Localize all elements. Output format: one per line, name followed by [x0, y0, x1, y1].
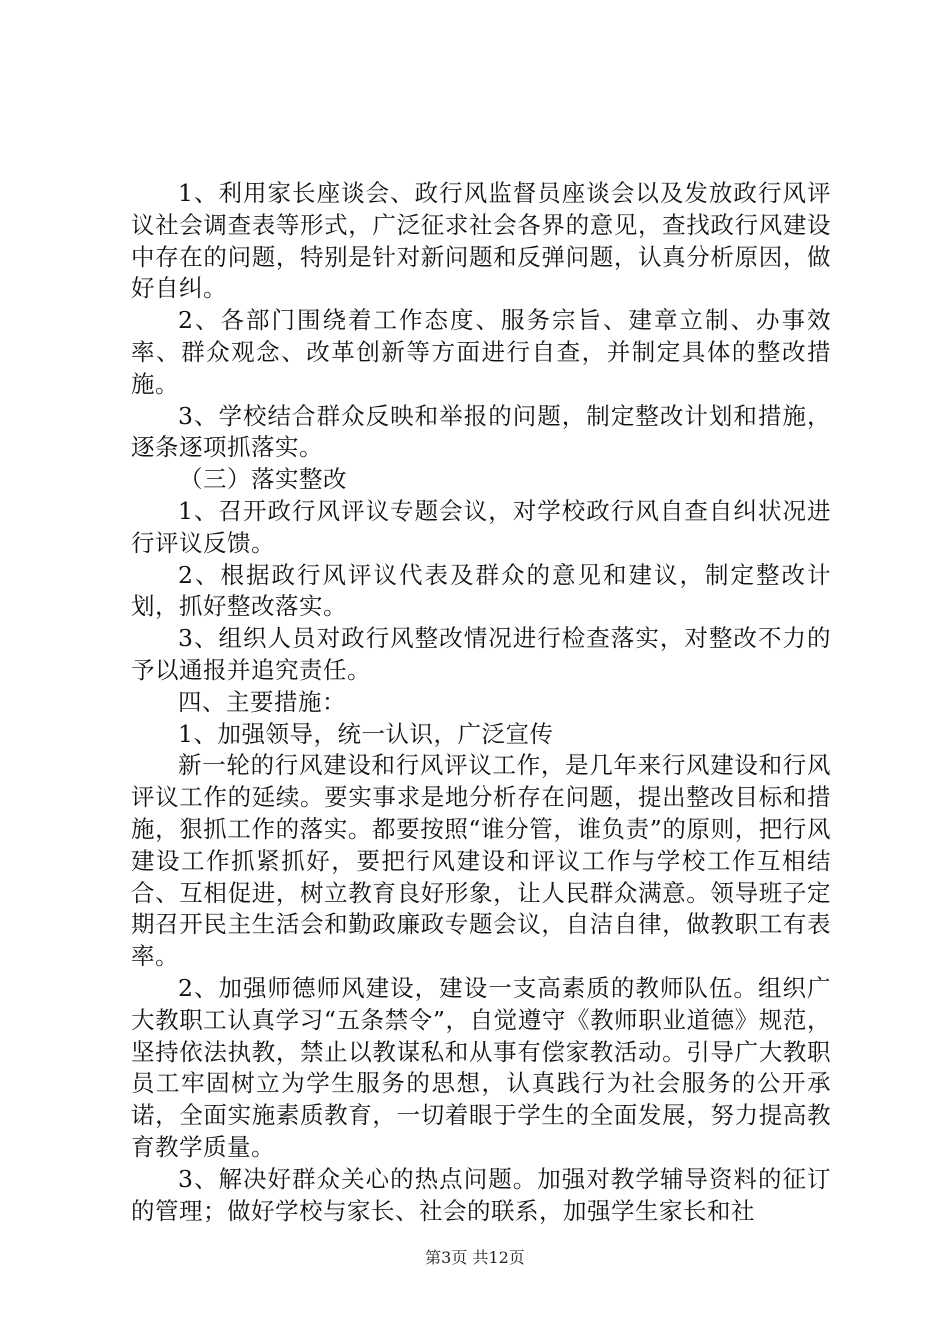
paragraph: 新一轮的行风建设和行风评议工作，是几年来行风建设和行风评议工作的延续。要实事求是地分析存在问题，提出整改目标和措施，狠抓工作的落实。都要按照“谁分管，谁负责”的原则，把行风建设工作抓紧抓好，要把行风建设和评议工作与学校工作互相结合、互相促进，树立教育良好形象，让人民群众满意。领导班子定期召开民主生活会和勤政廉政专题会议，自洁自律，做教职工有表率。 [131, 751, 831, 971]
document-body [131, 178, 831, 1227]
paragraph: 3、组织人员对政行风整改情况进行检查落实，对整改不力的予以通报并追究责任。 [131, 624, 831, 684]
paragraph: 2、加强师德师风建设，建设一支高素质的教师队伍。组织广大教职工认真学习“五条禁令”，自觉遵守《教师职业道德》规范，坚持依法执教，禁止以教谋私和从事有偿家教活动。引导广大教职员工牢固树立为学生服务的思想，认真践行为社会服务的公开承诺，全面实施素质教育，一切着眼于学生的全面发展，努力提高教育教学质量。 [131, 973, 831, 1161]
paragraph: 2、各部门围绕着工作态度、服务宗旨、建章立制、办事效率、群众观念、改革创新等方面进行自查，并制定具体的整改措施。 [131, 306, 831, 398]
paragraph: 1、利用家长座谈会、政行风监督员座谈会以及发放政行风评议社会调查表等形式，广泛征求社会各界的意见，查找政行风建设中存在的问题，特别是针对新问题和反弹问题，认真分析原因，做好自纠。 [131, 179, 831, 303]
section-heading: （三）落实整改 [179, 465, 347, 494]
paragraph: 3、学校结合群众反映和举报的问题，制定整改计划和措施，逐条逐项抓落实。 [131, 401, 831, 462]
page-number-footer: 第3页 共12页 [425, 1248, 525, 1267]
subsection-heading: 1、加强领导，统一认识，广泛宣传 [178, 719, 554, 748]
paragraph: 2、根据政行风评议代表及群众的意见和建议，制定整改计划，抓好整改落实。 [131, 560, 831, 621]
paragraph: 3、解决好群众关心的热点问题。加强对教学辅导资料的征订的管理；做好学校与家长、社会的联系，加强学生家长和社 [131, 1164, 831, 1225]
paragraph: 1、召开政行风评议专题会议，对学校政行风自查自纠状况进行评议反馈。 [131, 496, 831, 557]
section-heading: 四、主要措施： [178, 687, 346, 716]
